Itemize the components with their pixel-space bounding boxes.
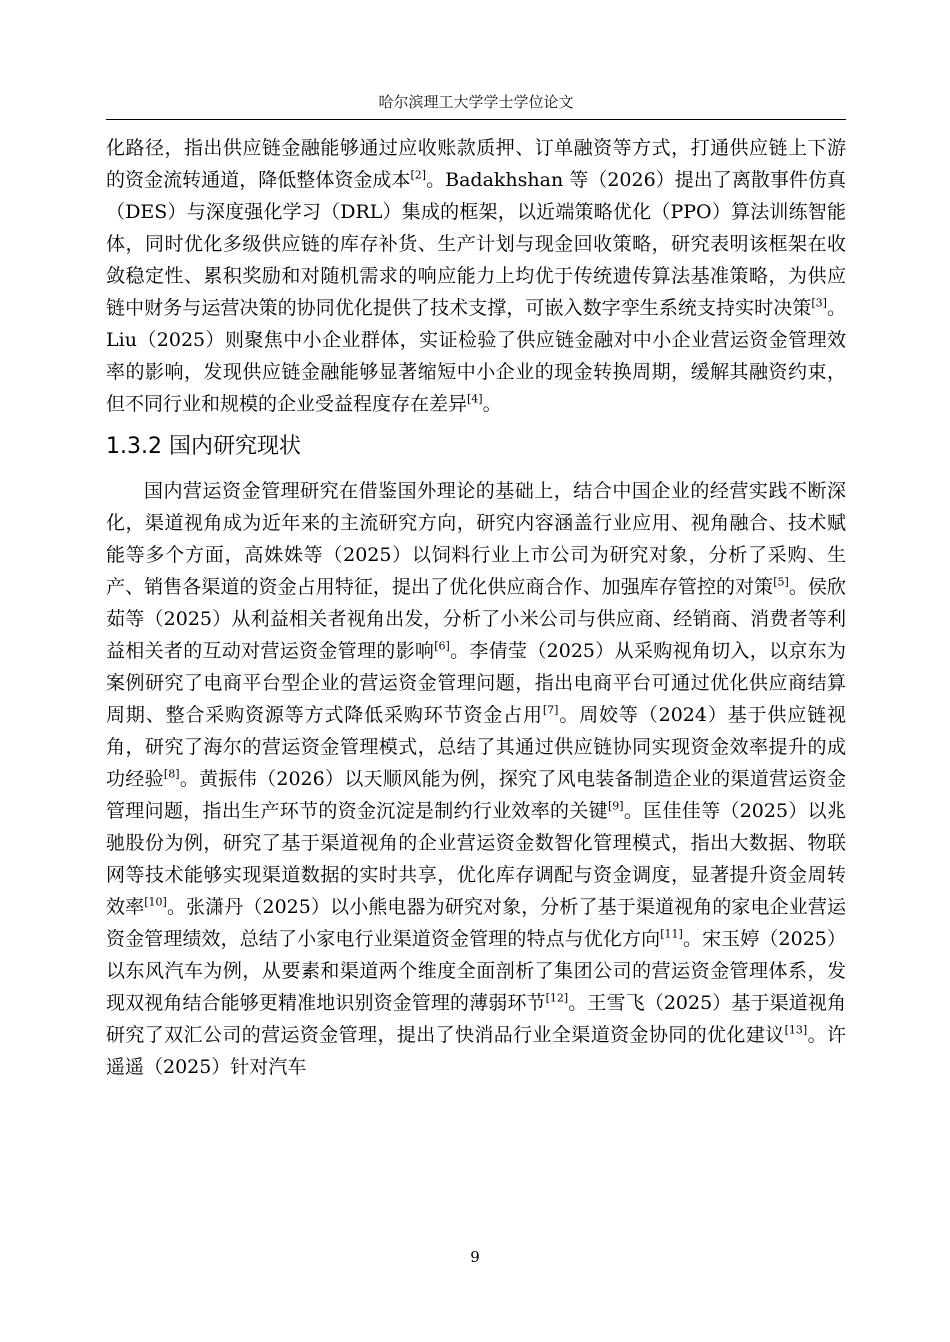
- running-header: 哈尔滨理工大学学士学位论文: [378, 93, 574, 111]
- citation-ref: [7]: [542, 703, 559, 717]
- citation-ref: [8]: [163, 767, 180, 781]
- text-run: 。许遥遥（2025）针对汽车: [106, 1024, 846, 1078]
- citation-ref: [12]: [545, 991, 569, 1005]
- text-run: 。黄振伟（2026）以天顺风能为例，探究了风电装备制造企业的渠道营运资金管理问题，指出生产环节的资金沉淀是制约行业效率的关键: [106, 768, 846, 822]
- paragraph-international-research: [106, 132, 846, 420]
- text-run: 。王雪飞（2025）基于渠道视角研究了双汇公司的营运资金管理，提出了快消品行业全渠道资金协同的优化建议: [106, 992, 846, 1046]
- text-run: 。李倩莹（2025）从采购视角切入，以京东为案例研究了电商平台型企业的营运资金管理问题，指出电商平台可通过优化供应商结算周期、整合采购资源等方式降低采购环节资金占用: [106, 640, 846, 726]
- text-run: 。侯欣茹等（2025）从利益相关者视角出发，分析了小米公司与供应商、经销商、消费者等利益相关者的互动对营运资金管理的影响: [106, 576, 846, 662]
- citation-ref: [5]: [773, 575, 789, 589]
- text-run: 。: [482, 393, 502, 415]
- citation-ref: [13]: [784, 1023, 808, 1037]
- text-run: 国内营运资金管理研究在借鉴国外理论的基础上，结合中国企业的经营实践不断深化，渠道视角成为近年来的主流研究方向，研究内容涵盖行业应用、视角融合、技术赋能等多个方面，高姝姝等（2025）以饲料行业上市公司为研究对象，分析了采购、生产、销售各渠道的资金占用特征，提出了优化供应商合作、加强库存管控的对策: [106, 480, 846, 598]
- citation-ref: [9]: [607, 799, 624, 813]
- page-body: [106, 132, 846, 1083]
- text-run: 。Liu（2025）则聚焦中小企业群体，实证检验了供应链金融对中小企业营运资金管理效率的影响，发现供应链金融能够显著缩短中小企业的现金转换周期，缓解其融资约束，但不同行业和规模的企业受益程度存在差异: [106, 297, 846, 415]
- citation-ref: [11]: [660, 927, 683, 941]
- section-heading: 1.3.2 国内研究现状: [106, 434, 301, 459]
- text-run: 。宋玉婷（2025）以东风汽车为例，从要素和渠道两个维度全面剖析了集团公司的营运资金管理体系，发现双视角结合能够更精准地识别资金管理的薄弱环节: [106, 928, 846, 1014]
- text-run: 。Badakhshan 等（2026）提出了离散事件仿真（DES）与深度强化学习（DRL）集成的框架，以近端策略优化（PPO）算法训练智能体，同时优化多级供应链的库存补货、生产计划与现金回收策略，研究表明该框架在收敛稳定性、累积奖励和对随机需求的响应能力上均优于传统遗传算法基准策略，为供应链中财务与运营决策的协同优化提供了技术支撑，可嵌入数字孪生系统支持实时决策: [106, 169, 846, 319]
- paragraph-domestic-research: [106, 475, 846, 1083]
- text-run: 。张潇丹（2025）以小熊电器为研究对象，分析了基于渠道视角的家电企业营运资金管理绩效，总结了小家电行业渠道资金管理的特点与优化方向: [106, 896, 846, 950]
- citation-ref: [4]: [467, 392, 483, 406]
- citation-ref: [6]: [434, 639, 450, 653]
- text-run: 化路径，指出供应链金融能够通过应收账款质押、订单融资等方式，打通供应链上下游的资金流转通道，降低整体资金成本: [106, 137, 846, 191]
- citation-ref: [10]: [144, 895, 167, 909]
- citation-ref: [3]: [811, 296, 827, 310]
- text-run: 。匡佳佳等（2025）以兆驰股份为例，研究了基于渠道视角的企业营运资金数智化管理模式，指出大数据、物联网等技术能够实现渠道数据的实时共享，优化库存调配与资金调度，显著提升资金周转效率: [106, 800, 846, 918]
- citation-ref: [2]: [410, 168, 427, 182]
- page-number: 9: [470, 1248, 480, 1266]
- text-run: 。周姣等（2024）基于供应链视角，研究了海尔的营运资金管理模式，总结了其通过供应链协同实现资金效率提升的成功经验: [106, 704, 846, 790]
- header-divider: [106, 119, 846, 120]
